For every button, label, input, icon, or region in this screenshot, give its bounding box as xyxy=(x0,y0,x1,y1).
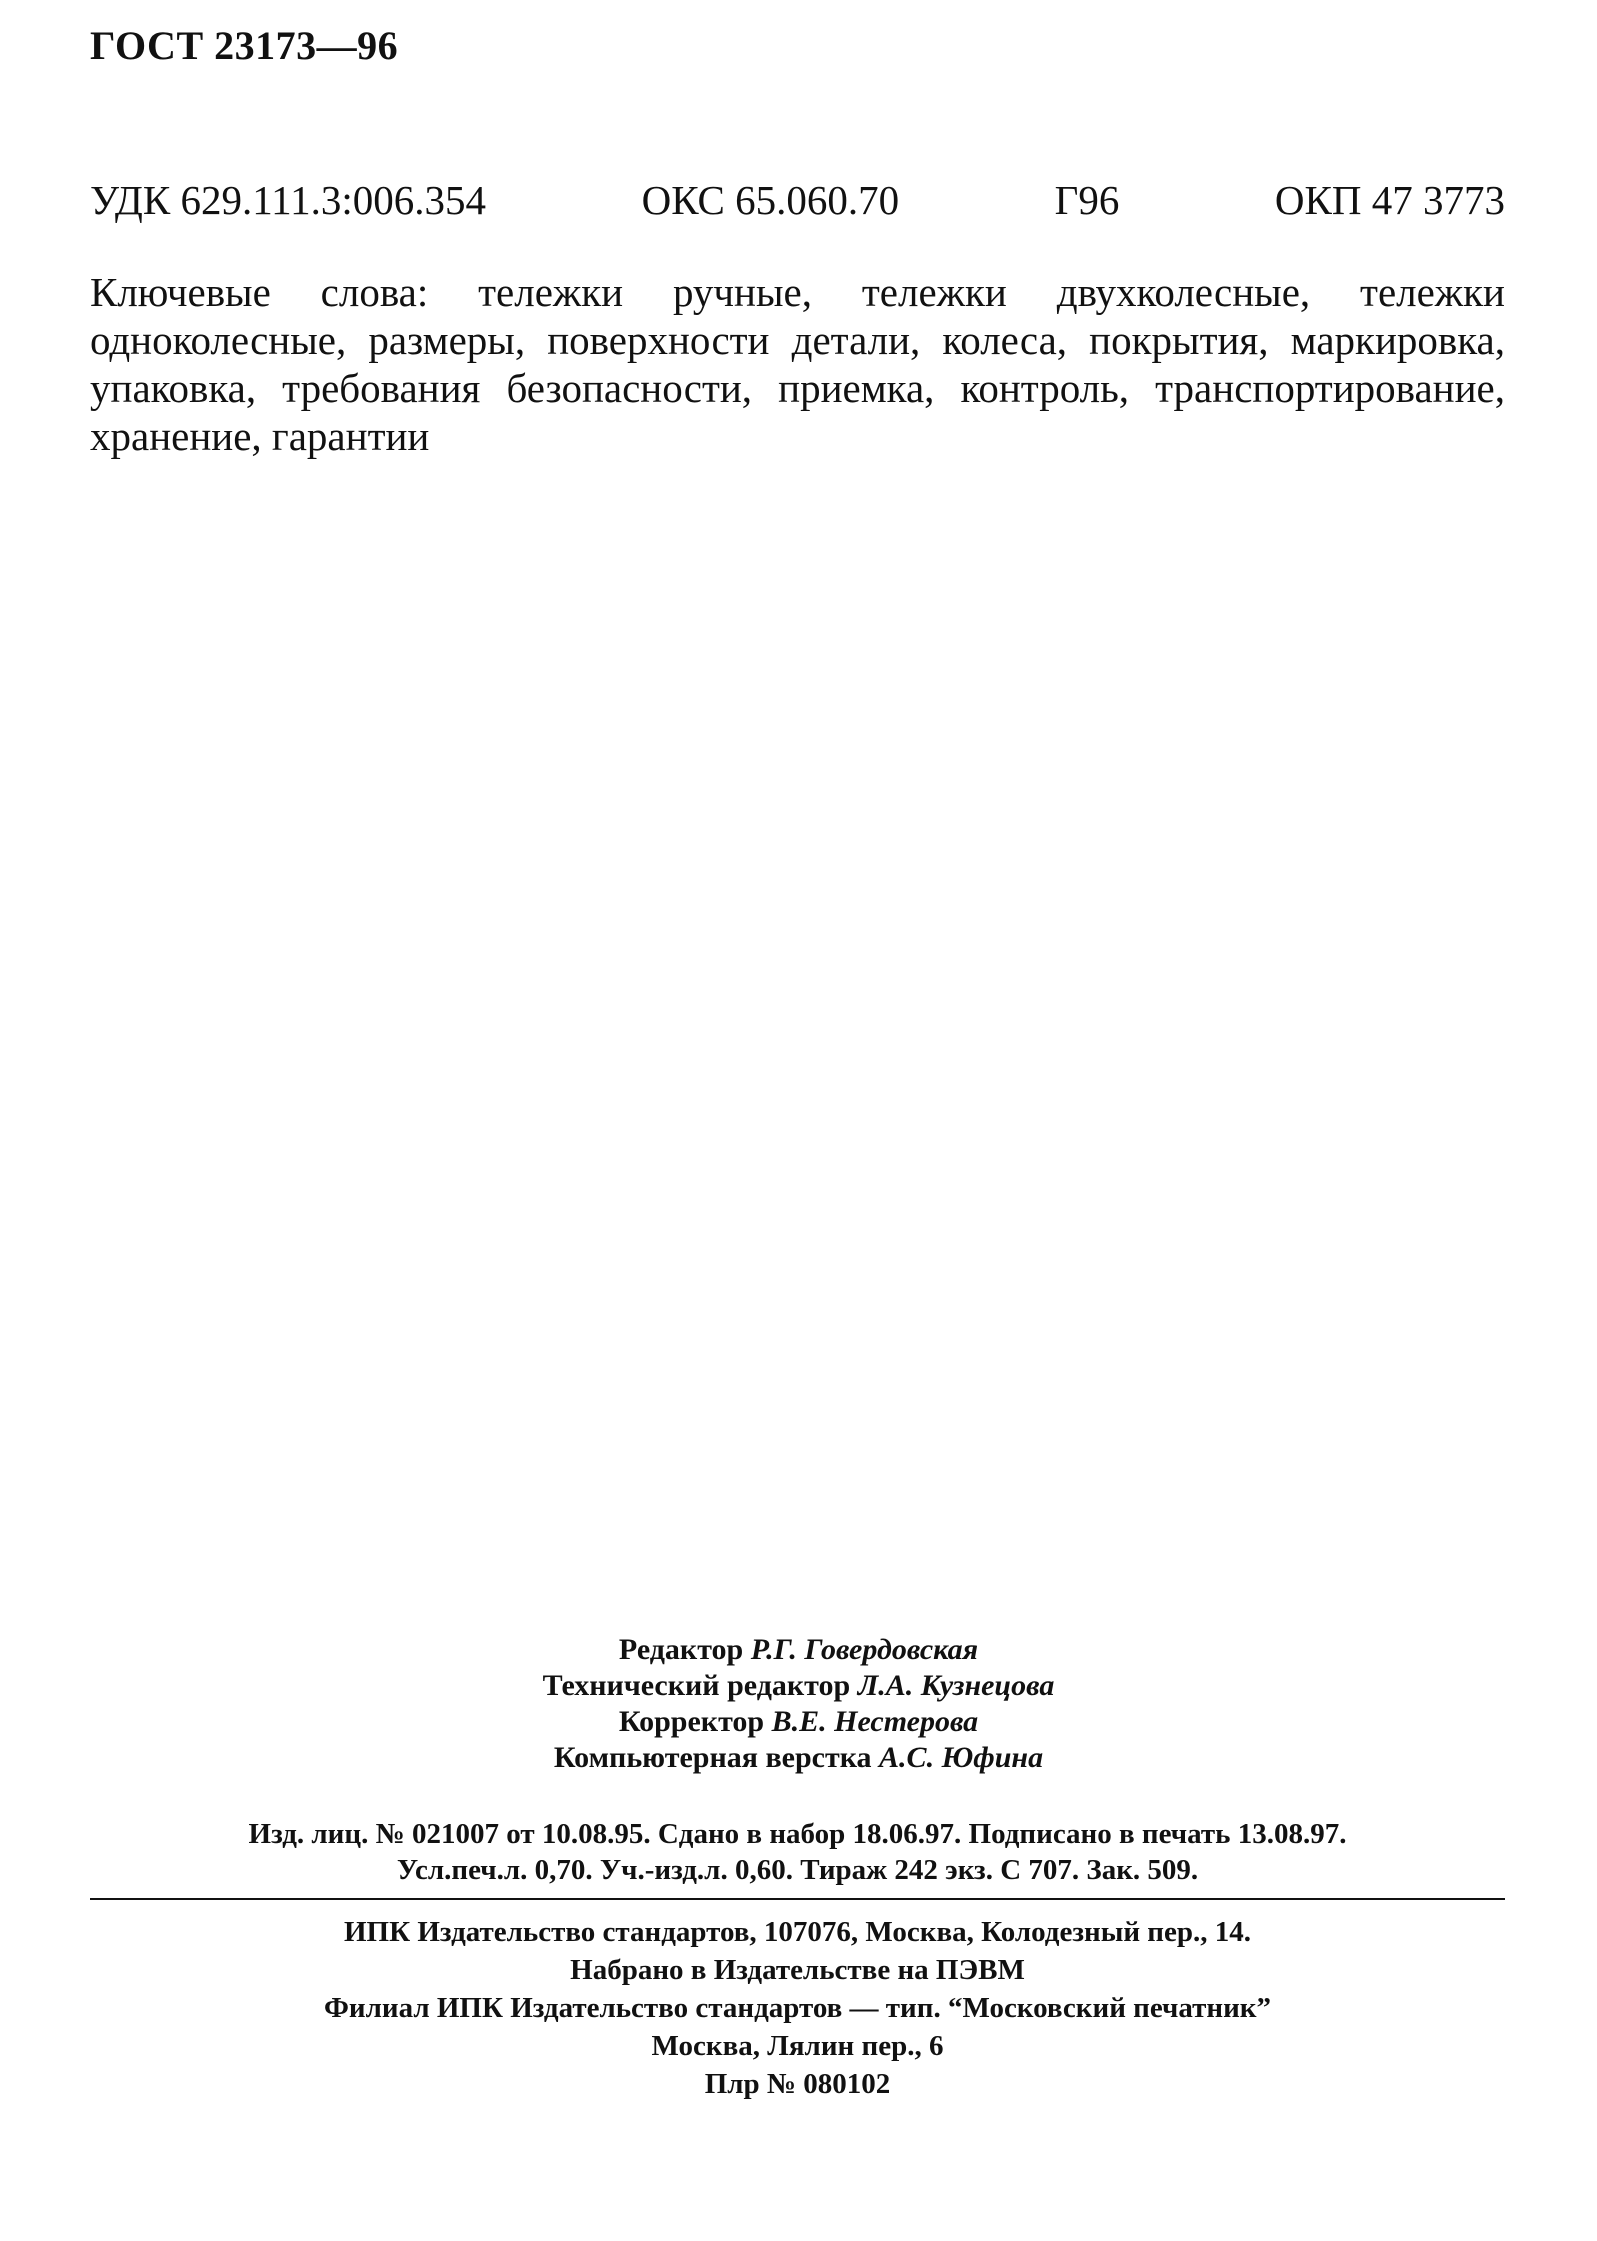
imprint-line: Москва, Лялин пер., 6 xyxy=(651,2030,944,2062)
page-header-standard: ГОСТ 23173—96 xyxy=(90,23,399,68)
credit-role: Редактор xyxy=(618,1633,744,1666)
udk-code: УДК 629.111.3:006.354 xyxy=(90,177,487,223)
credit-role: Компьютерная верстка xyxy=(553,1741,872,1774)
group-code: Г96 xyxy=(1054,177,1120,223)
credit-technical-editor xyxy=(0,1668,1597,1704)
keywords-paragraph: Ключевые слова: тележки ручные, тележки двухколесные, тележки одноколесные, размеры, поверхности детали, колеса, покрытия, маркировка, упаковка, требования безопасности, приемка, контроль, транспортирование, хранение, гарантии xyxy=(90,269,1505,459)
credit-editor xyxy=(0,1632,1597,1668)
credit-person: Л.А. Кузнецова xyxy=(857,1669,1055,1702)
imprint-line: Набрано в Издательстве на ПЭВМ xyxy=(570,1954,1025,1986)
publication-info xyxy=(90,1816,1505,1888)
imprint-line: ИПК Издательство стандартов, 107076, Москва, Колодезный пер., 14. xyxy=(343,1916,1252,1948)
imprint-block xyxy=(90,1913,1505,2103)
credit-person: Р.Г. Говердовская xyxy=(750,1633,979,1666)
oks-code: ОКС 65.060.70 xyxy=(641,177,900,223)
credits-block xyxy=(0,1632,1597,1776)
credit-role: Технический редактор xyxy=(542,1669,851,1702)
credit-person: А.С. Юфина xyxy=(879,1741,1044,1774)
divider-rule xyxy=(90,1898,1505,1900)
credit-role: Корректор xyxy=(618,1705,765,1738)
publication-info-line: Усл.печ.л. 0,70. Уч.-изд.л. 0,60. Тираж 242 экз. С 707. Зак. 509. xyxy=(396,1854,1199,1886)
okp-code: ОКП 47 3773 xyxy=(1274,177,1505,223)
publication-info-line: Изд. лиц. № 021007 от 10.08.95. Сдано в набор 18.06.97. Подписано в печать 13.08.97. xyxy=(248,1818,1347,1850)
credit-person: В.Е. Нестерова xyxy=(771,1705,979,1738)
imprint-line: Плр № 080102 xyxy=(704,2068,891,2100)
imprint-line: Филиал ИПК Издательство стандартов — тип. “Московский печатник” xyxy=(323,1992,1272,2024)
classification-codes xyxy=(90,176,1505,224)
credit-layout xyxy=(0,1740,1597,1776)
credit-proofreader xyxy=(0,1704,1597,1740)
